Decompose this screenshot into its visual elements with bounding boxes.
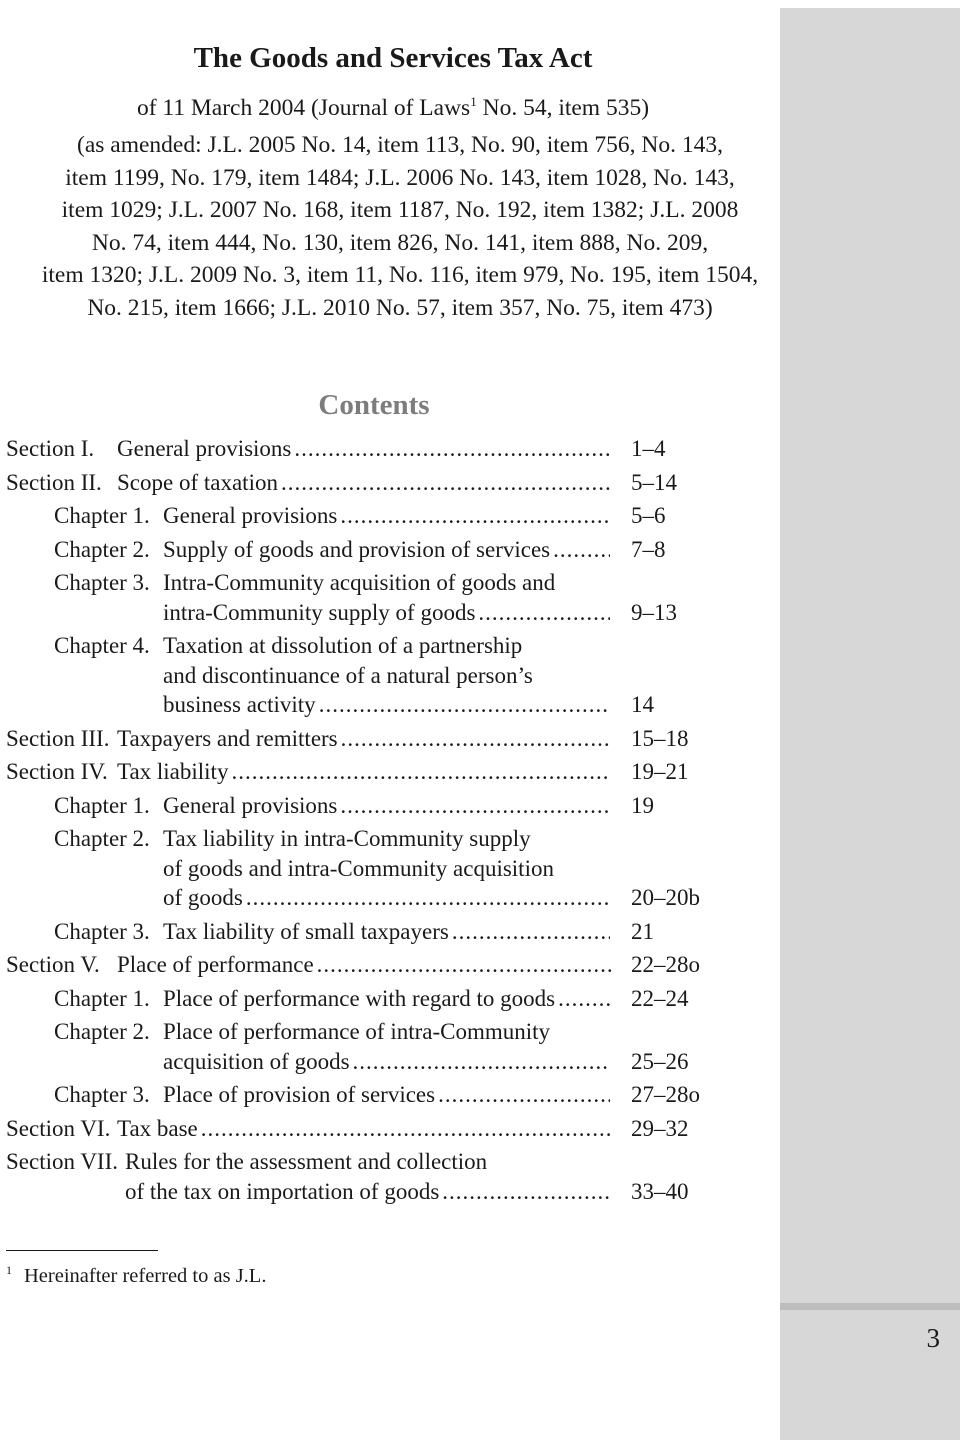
page-sidebar — [780, 8, 960, 1440]
toc-title: Tax liability of small taxpayers — [163, 918, 449, 944]
amendments-line: item 1199, No. 179, item 1484; J.L. 2006 No. 143, item 1028, No. 143, — [65, 164, 735, 191]
page-number: 3 — [926, 1323, 940, 1353]
toc-label: Section IV. — [6, 759, 108, 784]
toc-label: Chapter 4. — [54, 633, 150, 658]
amendments-line: item 1320; J.L. 2009 No. 3, item 11, No. 116, item 979, No. 195, item 1504, — [41, 262, 759, 289]
toc-entry-section-2 — [0, 468, 780, 498]
toc-label: Chapter 2. — [54, 536, 150, 562]
toc-title-line: intra-Community supply of goods — [163, 599, 476, 625]
toc-entry-chapter — [0, 791, 780, 821]
toc-entry-section-3 — [0, 724, 780, 754]
toc-pages: 19 — [631, 792, 654, 818]
toc-pages: 1–4 — [631, 436, 666, 461]
toc-title-line: business activity — [163, 692, 316, 717]
toc-label: Chapter 3. — [54, 1082, 150, 1107]
toc-entry-chapter — [0, 535, 780, 565]
amendments-line: No. 74, item 444, No. 130, item 826, No. 141, item 888, No. 209, — [91, 229, 709, 256]
toc-entry-chapter — [0, 824, 780, 913]
toc-pages: 14 — [631, 692, 654, 717]
toc-title: Tax base — [117, 1115, 198, 1141]
subtitle-text-end: No. 54, item 535) — [476, 95, 650, 121]
toc-pages: 20–20b — [631, 885, 700, 910]
toc-label: Chapter 3. — [54, 570, 150, 595]
toc-title-line: Rules for the assessment and collection — [125, 1149, 488, 1174]
toc-label: Chapter 2. — [54, 1019, 150, 1044]
toc-entry-section-4 — [0, 757, 780, 787]
toc-title-line: Place of performance of intra-Community — [163, 1019, 551, 1044]
toc-label: Chapter 1. — [54, 985, 150, 1011]
toc-pages: 7–8 — [631, 536, 666, 562]
toc-title-line: acquisition of goods — [163, 1048, 350, 1074]
toc-title-line: of goods — [163, 885, 243, 910]
document-subtitle — [0, 92, 786, 124]
toc-entry-section-6 — [0, 1114, 780, 1144]
toc-label: Chapter 3. — [54, 918, 150, 944]
toc-title: General provisions — [163, 503, 338, 528]
footnote-text: Hereinafter referred to as J.L. — [24, 1265, 267, 1287]
toc-title-line: of goods and intra-Community acquisition — [163, 855, 554, 881]
toc-title-line: Intra-Community acquisition of goods and — [163, 570, 556, 595]
toc-pages: 5–14 — [631, 469, 677, 495]
toc-pages: 19–21 — [631, 759, 689, 784]
toc-title: Place of performance — [117, 952, 314, 977]
toc-title-line: Tax liability in intra-Community supply — [163, 826, 531, 851]
sidebar-divider — [780, 1303, 960, 1310]
amendments-note — [35, 129, 765, 325]
footnote-marker: 1 — [6, 1263, 12, 1277]
toc-entry-chapter — [0, 1080, 780, 1110]
contents-heading: Contents — [318, 389, 430, 421]
toc-title: Scope of taxation — [117, 469, 278, 495]
toc-pages: 22–28o — [631, 952, 700, 977]
toc-label: Section I. — [6, 436, 95, 461]
toc-title-line: of the tax on importation of goods — [125, 1178, 440, 1204]
toc-title-line: and discontinuance of a natural person’s — [163, 662, 533, 688]
toc-pages: 22–24 — [631, 985, 689, 1011]
toc-label: Section II. — [6, 469, 102, 495]
toc-label: Chapter 1. — [54, 503, 150, 528]
toc-title: Place of provision of services — [163, 1082, 436, 1107]
toc-pages: 27–28o — [631, 1082, 700, 1107]
toc-pages: 33–40 — [631, 1178, 689, 1204]
footnote-reference: 1 — [470, 94, 477, 109]
amendments-line: (as amended: J.L. 2005 No. 14, item 113, No. 90, item 756, No. 143, — [77, 132, 723, 158]
toc-entry-chapter — [0, 568, 780, 627]
toc-entry-section-7 — [0, 1147, 780, 1206]
toc-label: Chapter 2. — [54, 826, 150, 851]
toc-label: Section V. — [6, 952, 100, 977]
toc-pages: 9–13 — [631, 599, 677, 625]
toc-title: Supply of goods and provision of services — [163, 536, 551, 562]
toc-title: Taxpayers and remitters — [117, 725, 338, 751]
toc-entry-chapter — [0, 984, 780, 1014]
toc-title: General provisions — [163, 792, 338, 818]
amendments-line: No. 215, item 1666; J.L. 2010 No. 57, item 357, No. 75, item 473) — [87, 294, 713, 321]
amendments-line: item 1029; J.L. 2007 No. 168, item 1187, No. 192, item 1382; J.L. 2008 — [61, 197, 739, 224]
toc-pages: 5–6 — [631, 503, 666, 528]
toc-title: Place of performance with regard to goods — [163, 985, 556, 1011]
toc-pages: 21 — [631, 918, 654, 944]
toc-entry-chapter — [0, 631, 780, 720]
toc-label: Section VII. — [6, 1149, 119, 1174]
toc-label: Chapter 1. — [54, 792, 150, 818]
toc-title: Tax liability — [117, 759, 229, 784]
table-of-contents — [0, 434, 780, 1210]
subtitle-text: of 11 March 2004 (Journal of Laws — [136, 95, 471, 121]
toc-pages: 25–26 — [631, 1048, 689, 1074]
footnote-rule — [6, 1250, 158, 1251]
toc-entry-chapter — [0, 1017, 780, 1076]
toc-label: Section III. — [6, 725, 110, 751]
toc-title-line: Taxation at dissolution of a partnership — [163, 633, 523, 658]
document-title: The Goods and Services Tax Act — [193, 42, 593, 74]
toc-pages: 15–18 — [631, 725, 689, 751]
toc-entry-chapter — [0, 501, 780, 531]
toc-entry-chapter — [0, 917, 780, 947]
toc-label: Section VI. — [6, 1115, 111, 1141]
toc-entry-section-1 — [0, 434, 780, 464]
toc-pages: 29–32 — [631, 1115, 689, 1141]
footnote — [6, 1262, 266, 1290]
toc-title: General provisions — [117, 436, 292, 461]
toc-entry-section-5 — [0, 950, 780, 980]
